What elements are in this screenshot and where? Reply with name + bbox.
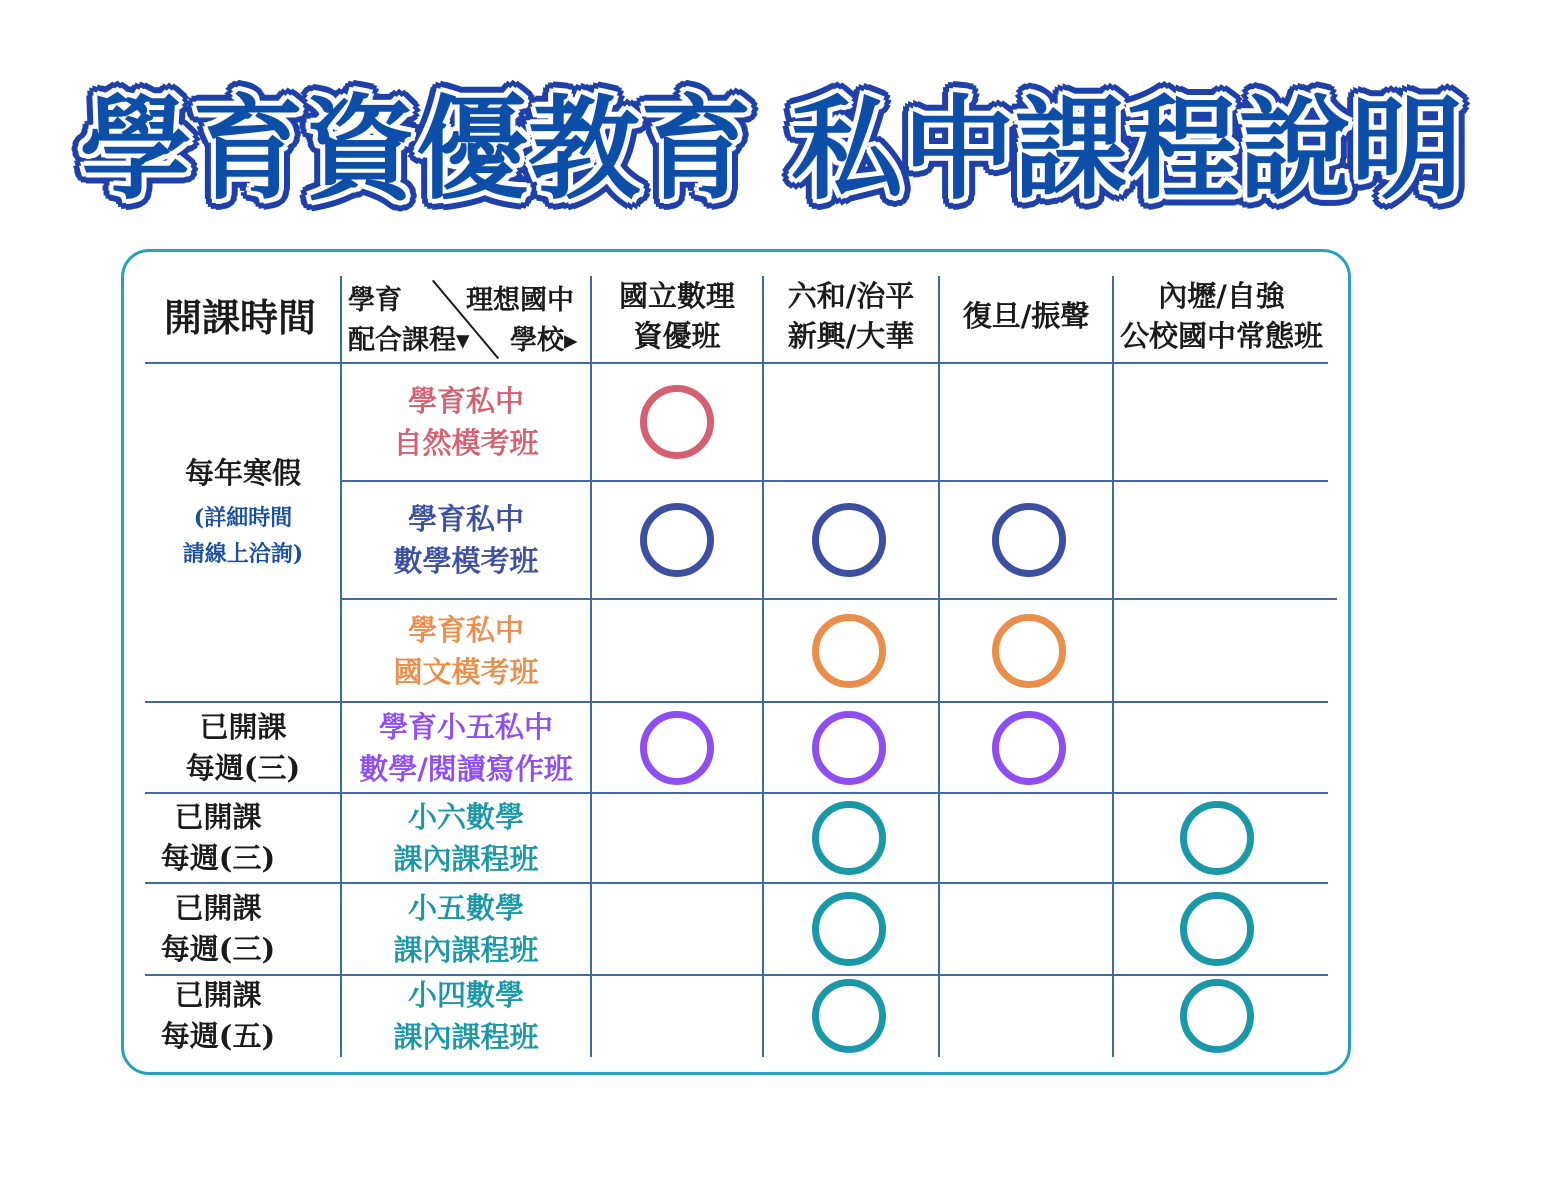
- course-row-7: [341, 975, 591, 1057]
- course-name-line: 國文模考班: [393, 654, 539, 689]
- offered-circle-mark: [992, 711, 1066, 785]
- course-row-5: [341, 793, 591, 883]
- time-group-line: 每年寒假: [184, 456, 301, 490]
- header-time-column: 開課時間: [163, 295, 316, 340]
- time-group-3: [120, 793, 316, 883]
- course-name-line: 學育小五私中: [378, 709, 553, 744]
- course-name-line: 小六數學: [407, 800, 524, 834]
- offered-circle-mark: [640, 503, 714, 577]
- grid-col-line: [762, 276, 764, 1057]
- offered-circle-mark: [812, 892, 886, 966]
- course-name-line: 課內課程班: [393, 1020, 539, 1054]
- course-name-line: 學育私中: [407, 502, 524, 536]
- offered-circle-mark: [1180, 801, 1254, 875]
- time-group-4: [120, 883, 316, 975]
- course-row-3: [341, 599, 591, 702]
- offered-circle-mark: [812, 503, 886, 577]
- course-name-line: 自然模考班: [393, 426, 539, 460]
- time-group-line: 每週(三): [185, 750, 301, 785]
- course-name-line: 課內課程班: [393, 842, 539, 876]
- course-name-line: 學育私中: [407, 612, 524, 647]
- offered-circle-mark: [992, 614, 1066, 688]
- course-name-line: 數學模考班: [393, 544, 539, 578]
- offered-circle-mark: [640, 711, 714, 785]
- time-group-note: [183, 500, 303, 572]
- offered-circle-mark: [992, 503, 1066, 577]
- course-name-line: 數學/閱讀寫作班: [359, 751, 573, 786]
- header-school-line: 內壢/自強: [1158, 278, 1285, 313]
- offered-circle-mark: [1180, 892, 1254, 966]
- header-school-line: 國立數理: [618, 278, 735, 313]
- grid-row-line: [145, 882, 1328, 884]
- time-group-line: 每週(五): [160, 1019, 276, 1053]
- corner-top-left: 學育: [348, 285, 402, 316]
- page-title: 學育資優教育 私中課程說明: [80, 84, 1463, 215]
- offered-circle-mark: [1180, 979, 1254, 1053]
- offered-circle-mark: [812, 614, 886, 688]
- header-school-2: [763, 276, 939, 355]
- course-row-2: [341, 481, 591, 599]
- header-school-line: 六和/治平: [787, 278, 915, 313]
- header-school-3: [939, 276, 1113, 355]
- corner-top-right: 理想國中: [466, 285, 574, 316]
- offered-circle-mark: [812, 801, 886, 875]
- time-group-line: 每週(三): [160, 841, 276, 875]
- offered-circle-mark: [812, 979, 886, 1053]
- corner-bottom-right: 學校▸: [510, 325, 578, 356]
- time-group-5: [120, 975, 316, 1057]
- course-name-line: 小四數學: [407, 978, 524, 1012]
- grid-col-line: [938, 276, 940, 1057]
- course-row-1: [341, 363, 591, 481]
- header-school-4: [1113, 276, 1330, 355]
- time-group-note-line: 請線上洽詢): [182, 541, 304, 567]
- time-group-2: [145, 702, 341, 793]
- time-group-note-line: (詳細時間: [193, 505, 293, 531]
- course-name-line: 小五數學: [407, 891, 524, 925]
- course-name-line: 學育私中: [407, 384, 524, 418]
- header-school-line: 新興/大華: [787, 318, 915, 353]
- offered-circle-mark: [640, 385, 714, 459]
- corner-bottom-left: 配合課程▾: [348, 325, 470, 356]
- time-group-line: 已開課: [174, 891, 262, 925]
- course-row-4: [341, 702, 591, 793]
- time-group-line: 已開課: [174, 800, 262, 834]
- offered-circle-mark: [812, 711, 886, 785]
- time-group-1: [145, 343, 341, 682]
- time-group-line: 已開課: [199, 709, 287, 744]
- course-name-line: 課內課程班: [393, 933, 539, 967]
- header-school-line: 資優班: [633, 318, 721, 353]
- grid-col-line: [1112, 276, 1114, 1057]
- time-group-line: 已開課: [174, 978, 262, 1012]
- header-school-1: [591, 276, 763, 355]
- time-group-line: 每週(三): [160, 932, 276, 966]
- grid-row-line: [145, 974, 1328, 976]
- header-school-line: 復旦/振聲: [962, 298, 1090, 333]
- header-school-line: 公校國中常態班: [1119, 318, 1323, 353]
- course-row-6: [341, 883, 591, 975]
